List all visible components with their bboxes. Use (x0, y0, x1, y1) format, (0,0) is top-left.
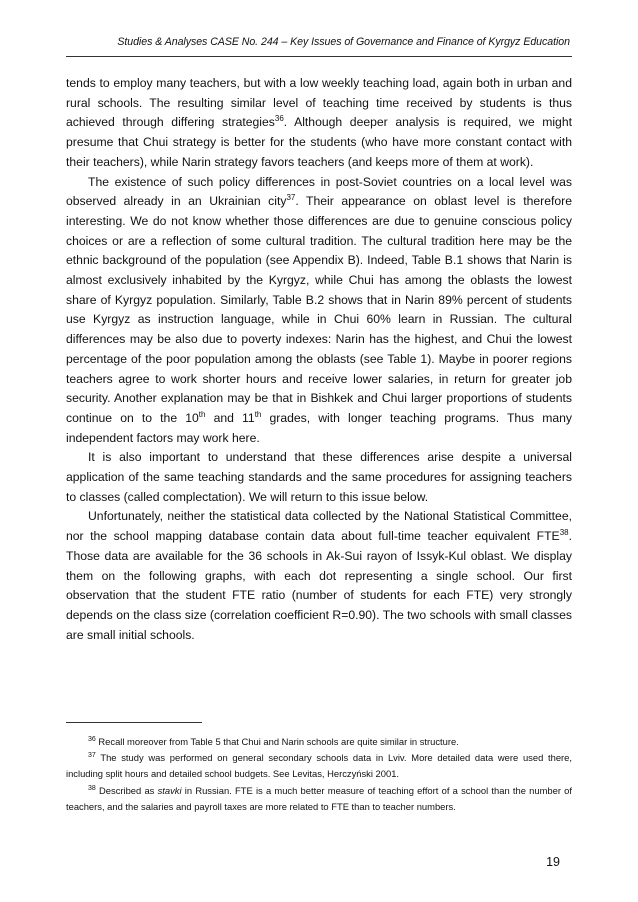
paragraph-1: tends to employ many teachers, but with a low weekly teaching load, again both in urban and rural schools. The resulting similar level of teaching time received by students is thus achieved through differing strategies$^{36}$. Although deeper analysis is required, we might presume that Chui strategy is better for the students (who have more constant contact with their teachers), while Narin strategy favors teachers (and keeps more of them at work). (66, 76, 572, 169)
header-rule (66, 56, 572, 57)
body-text (66, 74, 572, 645)
page-number: 19 (546, 855, 560, 869)
footnote-ref-36[interactable]: 36 (274, 114, 284, 124)
footnote-marker: 36 (88, 736, 96, 743)
footnote-marker: 38 (88, 784, 96, 792)
paragraph-2: The existence of such policy differences in post-Soviet countries on a local level was observed already in an Ukrainian city$^{37}$. Their appearance on oblast level is therefore interesting. We do not know whether those differences are due to genuine conscious policy choices or are a reflection of some cultural tradition. The cultural tradition here may be the ethnic background of the population (see Appendix B). Indeed, Table B.1 shows that Narin is almost exclusively inhabited by the Kyrgyz, while Chui has among the oblasts the lowest share of Kyrgyz population. Similarly, Table B.2 shows that in Narin 89% percent of students use Kyrgyz as instruction language, while in Chui 60% learn in Russian. The cultural differences may be also due to poverty indexes: Narin has the highest, and Chui the lowest percentage of the poor population among the oblasts (see Table 1). Maybe in poorer regions teachers agree to work shorter hours and receive lower salaries, in return for greater job security. Another explanation may be that in Bishkek and Chui larger proportions of students continue on to the 10th and 11th grades, with longer teaching programs. Thus many independent factors may work here. (66, 174, 573, 445)
ordinal-suffix: th (198, 409, 206, 419)
emphasized-term: stavki (157, 784, 182, 796)
paragraph-4: Unfortunately, neither the statistical data collected by the National Statistical Committee, nor the school mapping database contain data about full-time teacher equivalent FTE$^{38}$. Those data are available for the 36 schools in Ak-Sui rayon of Issyk-Kul oblast. We display them on the following graphs, with each dot representing a single school. Our first observation that the student FTE ratio (number of students for each FTE) very strongly depends on the class size (correlation coefficient R=0.90). The two schools with small classes are small initial schools. (66, 509, 572, 642)
footnote-marker: 37 (88, 752, 96, 760)
footnote-38: $^{38}$ Described as stavki in Russian. FTE is a much better measure of teaching effort of a school than the number of teachers, and the salaries and payroll taxes are more related to FTE than to teacher numbers. (66, 784, 572, 812)
footnote-ref-38[interactable]: 38 (559, 528, 569, 538)
paragraph-3: It is also important to understand that these differences arise despite a universal application of the same teaching standards and the same procedures for assigning teachers to classes (called complectation). We will return to this issue below. (66, 450, 572, 504)
running-header: Studies & Analyses CASE No. 244 – Key Issues of Governance and Finance of Kyrgyz Education (117, 36, 570, 48)
footnote-37: $^{37}$ The study was performed on general secondary schools data in Lviv. More detailed data were used there, including split hours and detailed school budgets. See Levitas, Herczyński 2001. (66, 752, 572, 780)
footnotes (66, 734, 572, 815)
footnote-36: $^{36}$ Recall moreover from Table 5 that Chui and Narin schools are quite similar in structure. (88, 736, 459, 747)
footnote-ref-37[interactable]: 37 (286, 193, 296, 203)
ordinal-suffix: th (254, 409, 262, 419)
footnote-separator (66, 722, 202, 723)
